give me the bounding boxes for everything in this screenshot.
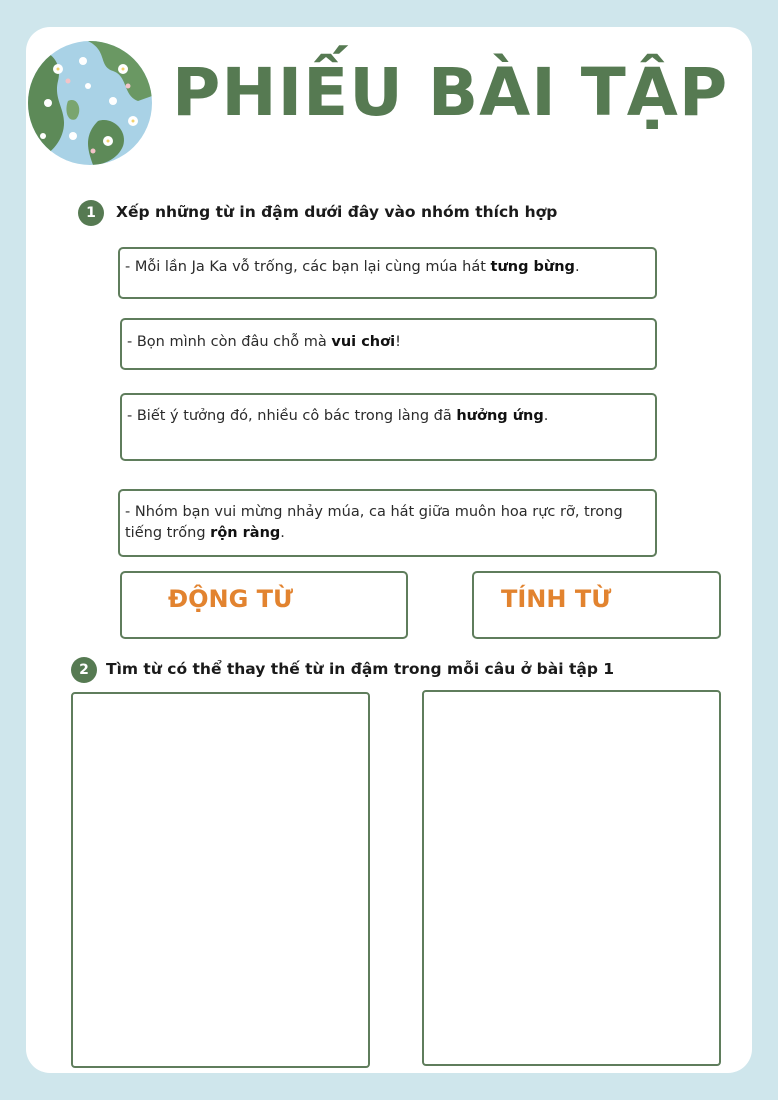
sentence-4-text: - Nhóm bạn vui mừng nhảy múa, ca hát giữa muôn hoa rực rỡ, trong tiếng trống — [125, 504, 623, 541]
sentence-4-end: . — [280, 525, 285, 541]
sentence-box-3 — [120, 393, 657, 461]
sentence-2-bold-word: vui chơi — [331, 334, 396, 350]
sentence-1-end: . — [574, 259, 580, 275]
sentence-1-bold-word: tưng bừng — [490, 259, 575, 275]
sentence-3-end: . — [543, 408, 549, 424]
exercise-1-number-badge: 1 — [78, 200, 104, 226]
globe-illustration-icon — [28, 41, 152, 165]
exercise-2-prompt: Tìm từ có thể thay thế từ in đậm trong mỗi câu ở bài tập 1 — [106, 660, 615, 678]
sentence-4-bold-word: rộn ràng — [210, 525, 281, 541]
answer-box-right[interactable] — [422, 690, 721, 1066]
exercise-1-prompt: Xếp những từ in đậm dưới đây vào nhóm thích hợp — [116, 203, 558, 221]
sentence-box-1 — [118, 247, 657, 299]
category-label-adjectives: TÍNH TỪ — [501, 585, 612, 613]
sentence-1-text: - Mỗi lần Ja Ka vỗ trống, các bạn lại cùng múa hát — [125, 259, 491, 275]
sentence-box-4 — [118, 489, 657, 557]
sentence-3-text: - Biết ý tưởng đó, nhiều cô bác trong làng đã — [127, 408, 457, 424]
answer-box-left[interactable] — [71, 692, 370, 1068]
sentence-3-bold-word: hưởng ứng — [456, 408, 544, 424]
sentence-box-2 — [120, 318, 657, 370]
page-title: PHIẾU BÀI TẬP — [172, 54, 729, 131]
category-label-verbs: ĐỘNG TỪ — [168, 585, 294, 613]
exercise-2-number-badge: 2 — [71, 657, 97, 683]
sentence-2-text: - Bọn mình còn đâu chỗ mà — [127, 334, 332, 350]
sentence-2-end: ! — [395, 334, 401, 350]
